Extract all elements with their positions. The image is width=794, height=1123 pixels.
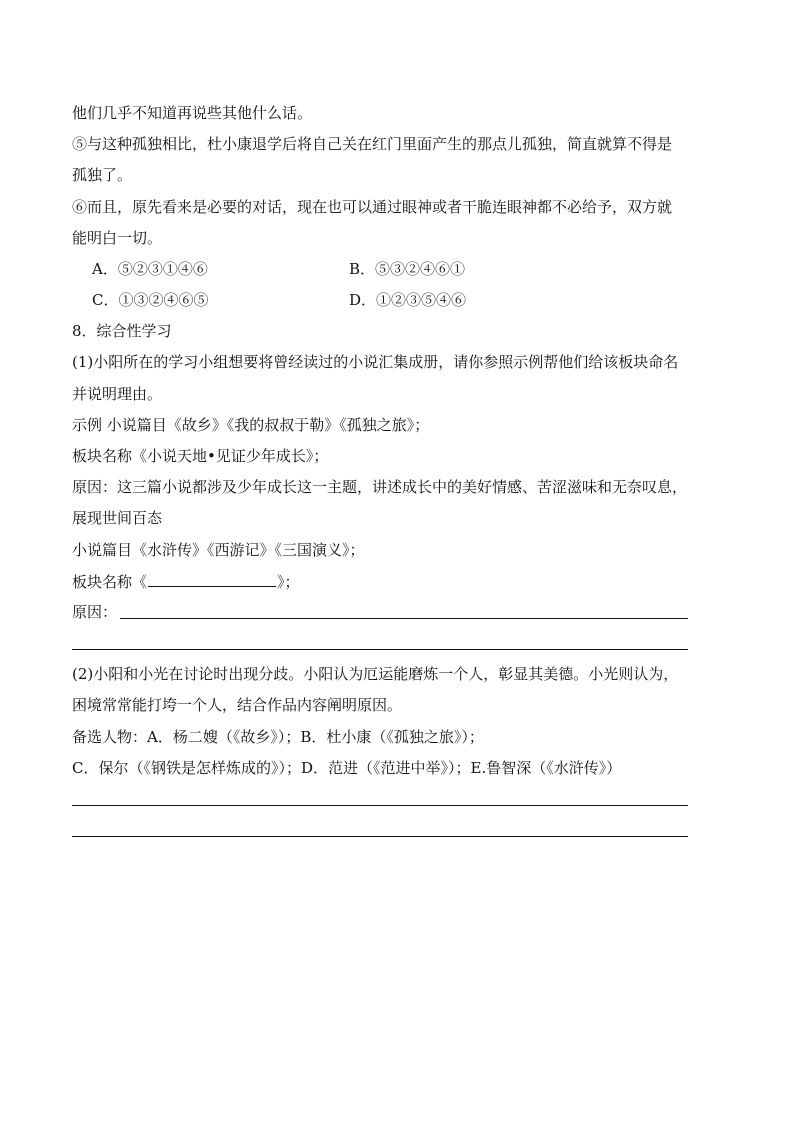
- example-works: 示例 小说篇目《故乡》《我的叔叔于勒》《孤独之旅》；: [72, 416, 430, 434]
- passage-line-4: ⑥而且，原先看来是必要的对话，现在也可以通过眼神或者干脆连眼神都不必给予，双方就: [72, 198, 673, 216]
- passage-line-5: 能明白一切。: [72, 229, 163, 247]
- block-name-blank[interactable]: [148, 571, 276, 587]
- part2-line-1: (2)小阳和小光在讨论时出现分歧。小阳认为厄运能磨炼一个人，彰显其美德。小光则认为，: [72, 665, 679, 683]
- part2-answer-line-2[interactable]: [72, 836, 688, 837]
- option-d: D．①②③⑤④⑥: [349, 291, 467, 309]
- part1-line-1: (1)小阳所在的学习小组想要将曾经读过的小说汇集成册，请你参照示例帮他们给该板块命名: [72, 353, 679, 371]
- part1-line-2: 并说明理由。: [72, 385, 163, 403]
- passage-line-2: ⑤与这种孤独相比，杜小康退学后将自己关在红门里面产生的那点儿孤独，简直就算不得是: [72, 135, 673, 153]
- question-8-heading: 8．综合性学习: [72, 322, 172, 340]
- passage-line-3: 孤独了。: [72, 166, 133, 184]
- task-works: 小说篇目《水浒传》《西游记》《三国演义》；: [72, 541, 365, 559]
- example-reason-line-2: 展现世间百态: [72, 509, 163, 527]
- task-block-prefix: 板块名称《: [72, 573, 148, 591]
- passage-line-1: 他们几乎不知道再说些其他什么话。: [72, 104, 313, 122]
- candidates-line-2: C．保尔（《钢铁是怎样炼成的》）；D．范进（《范进中举》）；E.鲁智深（《水浒传》）: [72, 759, 622, 777]
- part2-line-2: 困境常常能打垮一个人，结合作品内容阐明原因。: [72, 696, 403, 714]
- task-block-name: [72, 571, 300, 592]
- candidates-line-1: 备选人物：A．杨二嫂（《故乡》）；B．杜小康（《孤独之旅》）；: [72, 728, 484, 746]
- task-reason-label: 原因：: [72, 603, 118, 621]
- task-block-suffix: 》；: [277, 573, 300, 591]
- part2-answer-line-1[interactable]: [72, 805, 688, 806]
- example-reason-line-1: 原因：这三篇小说都涉及少年成长这一主题，讲述成长中的美好情感、苦涩滋味和无奈叹息，: [72, 478, 688, 496]
- reason-answer-line-2[interactable]: [72, 649, 688, 650]
- option-b: B．⑤③②④⑥①: [349, 260, 466, 278]
- reason-answer-line-1[interactable]: [120, 618, 688, 619]
- example-block-name: 板块名称《小说天地•见证少年成长》；: [72, 447, 329, 465]
- option-c: C．①③②④⑥⑤: [92, 291, 209, 309]
- option-a: A．⑤②③①④⑥: [92, 260, 208, 278]
